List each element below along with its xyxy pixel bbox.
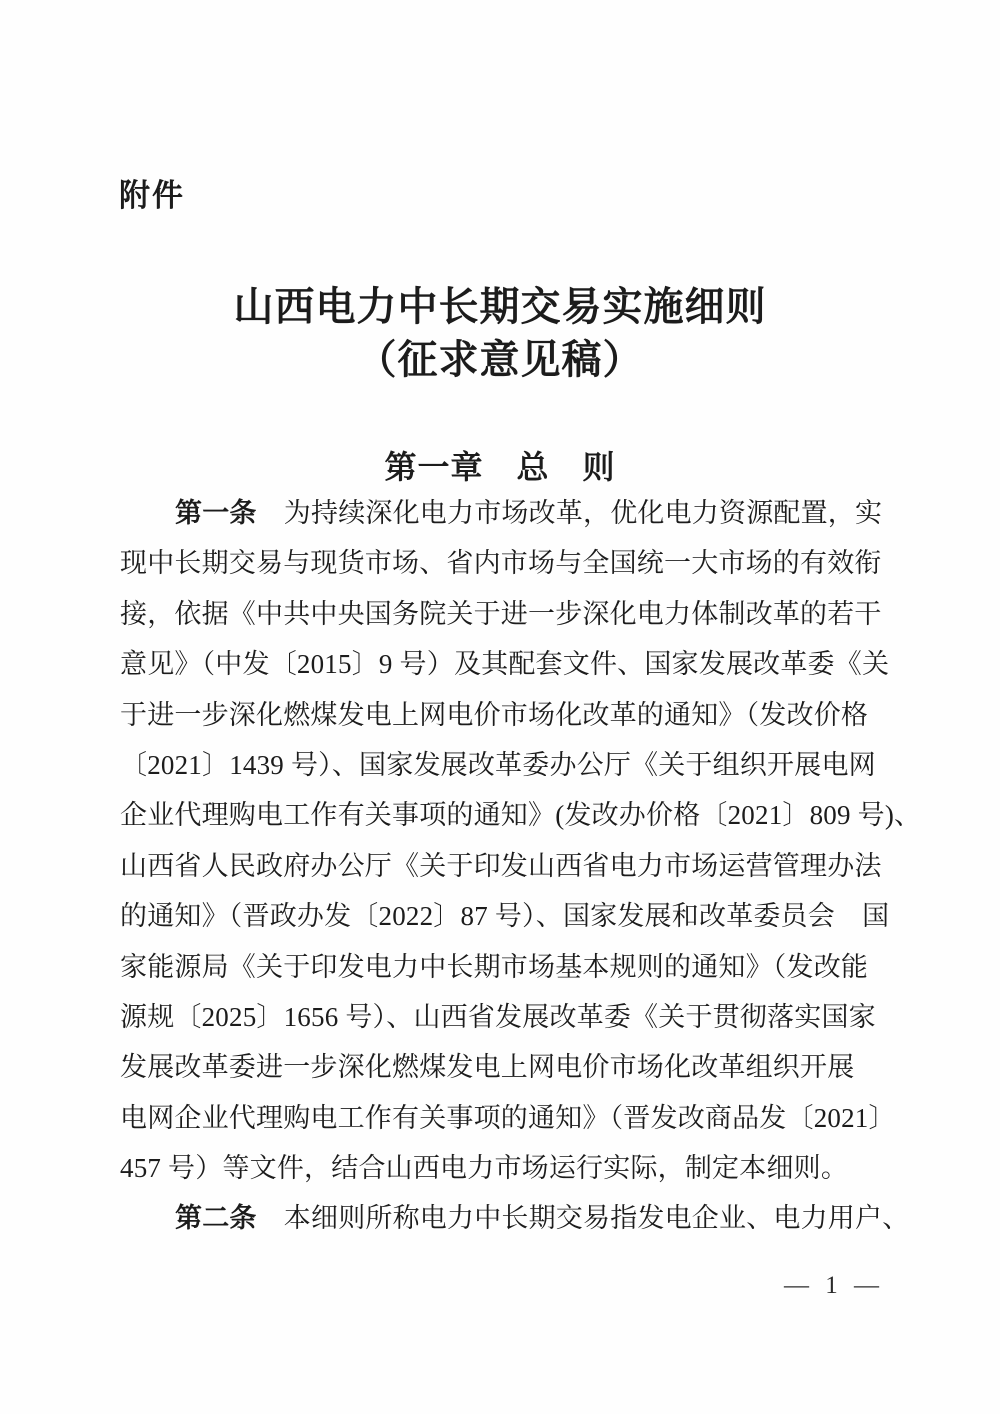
doc-line: 于进一步深化燃煤发电上网电价市场化改革的通知》（发改价格 <box>120 699 869 730</box>
doc-line: 第二条 本细则所称电力中长期交易指发电企业、电力用户、 <box>175 1203 910 1234</box>
doc-line: 〔2021〕1439 号）、国家发展改革委办公厅《关于组织开展电网 <box>120 749 876 780</box>
doc-line: 457 号）等文件，结合山西电力市场运行实际，制定本细则。 <box>120 1153 849 1184</box>
doc-line: 发展改革委进一步深化燃煤发电上网电价市场化改革组织开展 <box>120 1052 855 1083</box>
document-body <box>120 488 922 1244</box>
article-number: 第二条 <box>175 1203 257 1234</box>
document-title <box>0 280 1000 386</box>
doc-line: 第一条 为持续深化电力市场改革，优化电力资源配置，实 <box>175 498 883 528</box>
doc-line: 山西省人民政府办公厅《关于印发山西省电力市场运营管理办法 <box>120 850 882 881</box>
doc-line: 源规〔2025〕1656 号）、山西省发展改革委《关于贯彻落实国家 <box>120 1001 876 1032</box>
page-number: — 1 — <box>784 1272 884 1299</box>
doc-line: 现中长期交易与现货市场、省内市场与全国统一大市场的有效衔 <box>120 548 882 579</box>
doc-line: 接，依据《中共中央国务院关于进一步深化电力体制改革的若干 <box>120 598 882 629</box>
doc-line: 企业代理购电工作有关事项的通知》(发改办价格〔2021〕809 号)、 <box>120 800 922 831</box>
chapter-heading: 第一章 总 则 <box>384 449 616 485</box>
doc-line: 的通知》（晋政办发〔2022〕87 号）、国家发展和改革委员会 国 <box>120 901 890 932</box>
article-number: 第一条 <box>175 498 257 528</box>
doc-line: 家能源局《关于印发电力中长期市场基本规则的通知》（发改能 <box>120 951 869 982</box>
document-title-line1: 山西电力中长期交易实施细则 <box>233 284 767 329</box>
doc-line: 电网企业代理购电工作有关事项的通知》（晋发改商品发〔2021〕 <box>120 1102 896 1133</box>
doc-line: 意见》（中发〔2015〕9 号）及其配套文件、国家发展改革委《关 <box>120 649 890 680</box>
document-title-line2: （征求意见稿） <box>356 337 644 382</box>
attachment-label: 附件 <box>119 178 185 213</box>
